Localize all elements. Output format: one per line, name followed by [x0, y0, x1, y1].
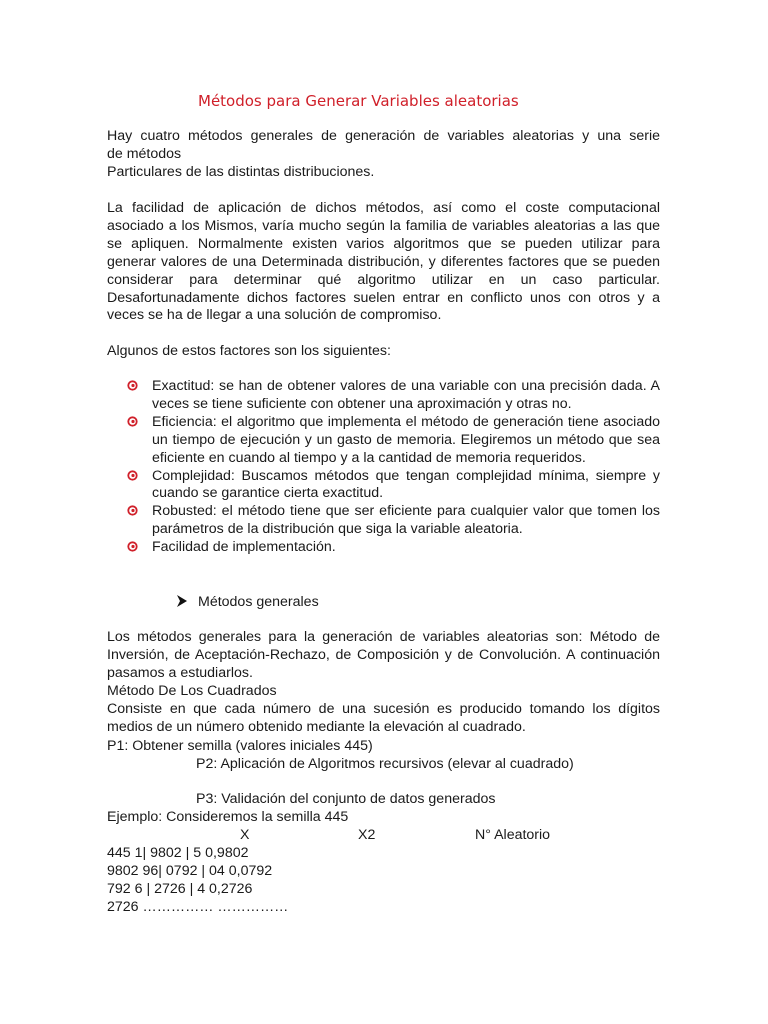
table-header-x: X [240, 827, 250, 843]
section-heading-text: Métodos generales [198, 594, 319, 610]
intro-paragraph [107, 128, 660, 182]
factor-text: Exactitud: se han de obtener valores de una variable con una precisión dada. A veces se tiene suficiente con obtener una aproximación y otras no. [152, 378, 660, 412]
factor-text: Robusted: el método tiene que ser eficiente para cualquier valor que tomen los parámetros de la distribución que siga la variable aleatoria. [152, 503, 660, 538]
arrow-right-icon [176, 595, 188, 607]
example-line: Ejemplo: Consideremos la semilla 445 [107, 809, 349, 825]
factor-item-facilidad [107, 539, 660, 557]
factor-item-exactitud [107, 378, 660, 414]
factor-text: Facilidad de implementación. [152, 539, 336, 556]
step-p1: P1: Obtener semilla (valores iniciales 445) [107, 738, 373, 754]
step-p3: P3: Validación del conjunto de datos generados [196, 791, 496, 807]
cost-paragraph: La facilidad de aplicación de dichos métodos, así como el coste computacional asociado a los Mismos, varía mucho según la familia de variables aleatorias a las que se apliquen. Normalmente existen varios algoritmos que se pueden utilizar para generar valores de una Determinada distribución, y diferentes factores que se pueden considerar para determinar qué algoritmo utilizar en un caso particular. Desafortunadamente dichos factores suelen entrar en conflicto unos con otros y a veces se ha de llegar a una solución de compromiso. [107, 200, 660, 324]
factor-text: Complejidad: Buscamos métodos que tengan complejidad mínima, siempre y cuando se garantice cierta exactitud. [152, 467, 660, 502]
red-circle-bullet-icon [127, 380, 138, 391]
document-title: Métodos para Generar Variables aleatorias [198, 92, 519, 110]
factor-item-eficiencia [107, 414, 660, 468]
table-row: 2726 …………… …………… [107, 899, 289, 915]
factor-text: Eficiencia: el algoritmo que implementa el método de generación tiene asociado un tiempo de ejecución y un gasto de memoria. Elegiremos un método que sea eficiente en cuando al tiempo y a la cantidad de memoria requeridos. [152, 413, 660, 466]
intro-line-1: Hay cuatro métodos generales de generación de variables aleatorias y una serie [107, 128, 660, 144]
section-heading [176, 593, 319, 611]
red-circle-bullet-icon [127, 470, 138, 481]
red-circle-bullet-icon [127, 505, 138, 516]
table-header-x2: X2 [358, 827, 376, 843]
factors-list [107, 378, 660, 557]
table-row: 9802 96| 0792 | 04 0,0792 [107, 863, 273, 879]
table-row: 792 6 | 2726 | 4 0,2726 [107, 881, 253, 897]
table-header-aleatorio: N° Aleatorio [475, 827, 551, 843]
factor-item-robusted [107, 503, 660, 539]
red-circle-bullet-icon [127, 416, 138, 427]
factor-item-complejidad [107, 468, 660, 504]
intro-line-2: de métodos [107, 145, 182, 162]
table-row: 445 1| 9802 | 5 0,9802 [107, 845, 249, 861]
intro-line-3: Particulares de las distintas distribuciones. [107, 163, 375, 180]
step-p2: P2: Aplicación de Algoritmos recursivos (elevar al cuadrado) [196, 756, 574, 772]
red-circle-bullet-icon [127, 541, 138, 552]
method-description: Consiste en que cada número de una sucesión es producido tomando los dígitos medios de un número obtenido mediante la elevación al cuadrado. [107, 701, 660, 735]
factors-intro: Algunos de estos factores son los siguientes: [107, 343, 391, 359]
general-methods-paragraph: Los métodos generales para la generación de variables aleatorias son: Método de Inversión, de Aceptación-Rechazo, de Composición y de Convolución. A continuación pasamos a estudiarlos. [107, 629, 660, 681]
method-title: Método De Los Cuadrados [107, 683, 277, 699]
